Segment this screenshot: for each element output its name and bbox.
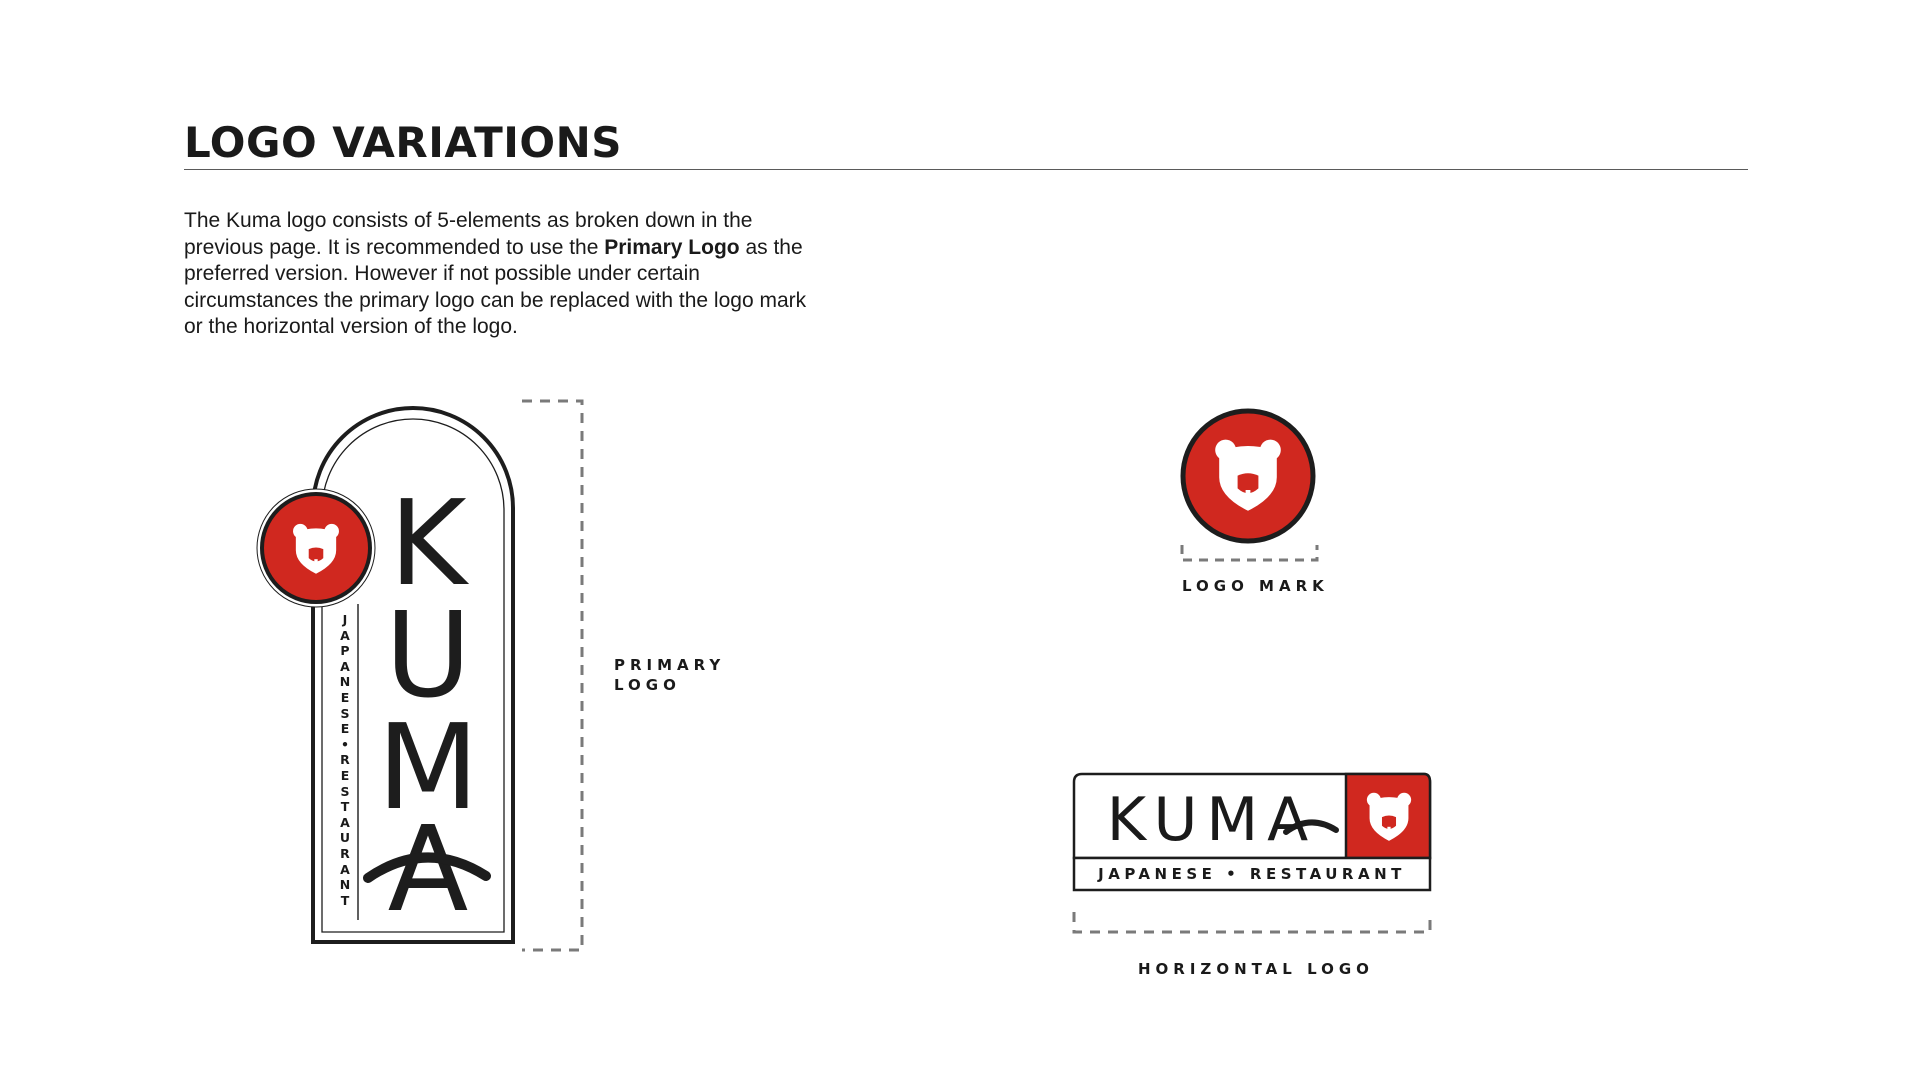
intro-text-part2: as the preferred version. However if not possible under certain circumstances the primary logo can be replaced with the logo mark or the horizontal version of the logo. <box>184 235 807 338</box>
primary-logo-letter-a: A <box>387 800 469 938</box>
intro-text-bold: Primary Logo <box>604 235 740 259</box>
logo-mark-caption: LOGO MARK <box>1182 577 1329 595</box>
tagline-char: S <box>340 705 350 721</box>
tagline-char: A <box>340 658 350 674</box>
tagline-char: A <box>340 861 350 877</box>
logo-mark-bracket <box>1180 545 1320 565</box>
logo-mark <box>1178 406 1318 546</box>
tagline-char: R <box>340 845 350 861</box>
horizontal-logo-tagline: JAPANESE • RESTAURANT <box>1098 864 1406 883</box>
primary-logo-letter-k: K <box>389 474 467 612</box>
tagline-char: P <box>340 643 350 659</box>
tagline-char: U <box>339 830 351 846</box>
tagline-char: S <box>340 783 350 799</box>
tagline-char: A <box>340 814 350 830</box>
horizontal-logo-caption: HORIZONTAL LOGO <box>1138 960 1374 978</box>
horizontal-logo-bracket <box>1072 912 1434 938</box>
primary-logo-caption-line2: LOGO <box>614 676 681 694</box>
tagline-char: T <box>340 799 350 815</box>
intro-paragraph <box>184 208 824 341</box>
primary-logo-letter-u: U <box>384 586 472 724</box>
primary-logo-bracket <box>524 398 584 958</box>
tagline-char: E <box>340 689 350 705</box>
tagline-char: E <box>340 767 350 783</box>
intro-text-part1: The Kuma logo consists of 5-elements as broken down in the previous page. It is recommended to use the <box>184 209 753 259</box>
tagline-char: E <box>340 721 350 737</box>
tagline-char: N <box>339 877 351 893</box>
tagline-char: R <box>340 752 350 768</box>
tagline-char: J <box>342 612 348 627</box>
primary-logo-tagline <box>337 612 353 908</box>
tagline-char: T <box>340 892 350 908</box>
tagline-char: • <box>341 736 349 752</box>
primary-logo-caption <box>614 655 725 695</box>
tagline-char: N <box>339 674 351 690</box>
title-divider <box>184 169 1748 170</box>
page-title: LOGO VARIATIONS <box>184 118 623 167</box>
horizontal-logo-wordmark: KUMA <box>1106 785 1318 855</box>
primary-logo-letter-m: M <box>377 698 479 836</box>
primary-logo-caption-line1: PRIMARY <box>614 656 726 674</box>
tagline-char: A <box>340 627 350 643</box>
primary-logo <box>250 398 550 958</box>
